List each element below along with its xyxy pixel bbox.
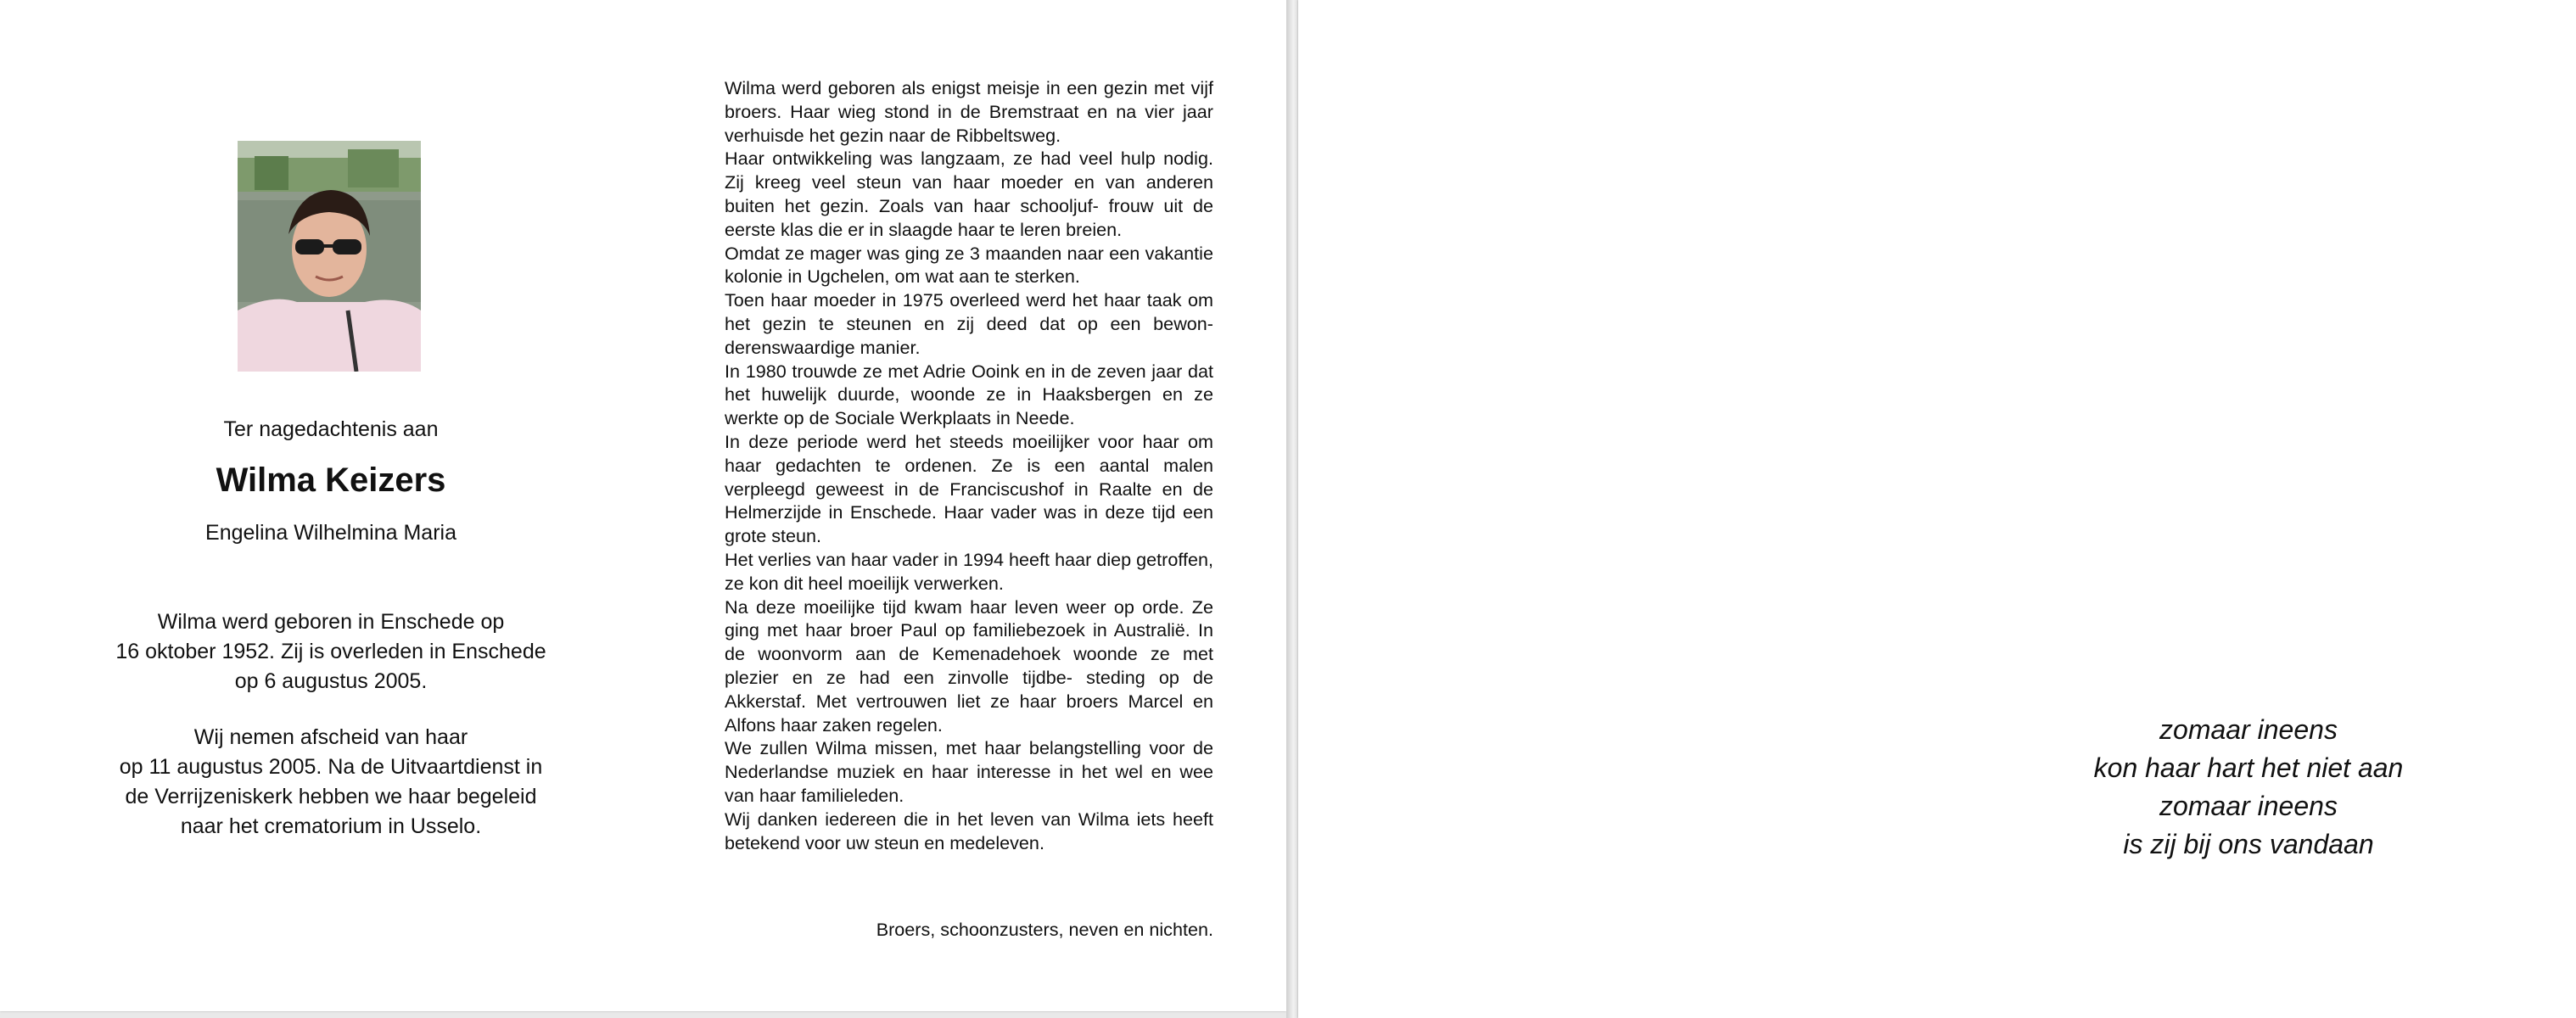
bio-paragraph: We zullen Wilma missen, met haar belangstelling voor de Nederlandse muziek en haar interesse in het wel en wee van haar familieleden. bbox=[725, 737, 1213, 806]
full-given-names: Engelina Wilhelmina Maria bbox=[205, 521, 456, 545]
farewell-text bbox=[51, 723, 611, 842]
inner-right-page bbox=[1298, 0, 2576, 1018]
poem-line: zomaar ineens bbox=[2159, 791, 2338, 821]
text-line: 16 oktober 1952. Zij is overleden in Enschede bbox=[115, 640, 546, 663]
text-line: op 11 augustus 2005. Na de Uitvaartdienst in bbox=[119, 755, 543, 779]
bio-paragraph: Haar ontwikkeling was langzaam, ze had veel hulp nodig. Zij kreeg veel steun van haar moeder en van anderen buiten het gezin. Zoals van haar schooljuf- frouw uit de eerste klas die er in slaagde haar te leren breien. bbox=[725, 148, 1213, 240]
bio-paragraph: In 1980 trouwde ze met Adrie Ooink en in de zeven jaar dat het huwelijk duurde, woonde ze in Haaksbergen en ze werkte op de Sociale Werkplaats in Neede. bbox=[725, 360, 1213, 429]
poem-line: is zij bij ons vandaan bbox=[2123, 829, 2374, 859]
poem-line: zomaar ineens bbox=[2159, 714, 2338, 745]
bio-paragraph: Wilma werd geboren als enigst meisje in een gezin met vijf broers. Haar wieg stond in de Bremstraat en na vier jaar verhuisde het gezin naar de Ribbeltsweg. bbox=[725, 77, 1213, 146]
bio-paragraph: Na deze moeilijke tijd kwam haar leven weer op orde. Ze ging met haar broer Paul op familiebezoek in Australië. In de woonvorm aan de Kemenadehoek woonde ze met plezier en ze had een zinvolle tijdbe- steding op de Akkerstaf. Met vertrouwen liet ze haar broers Marcel en Alfons haar zaken regelen. bbox=[725, 596, 1213, 736]
biography bbox=[725, 76, 1213, 854]
deceased-name: Wilma Keizers bbox=[216, 461, 446, 499]
bio-paragraph: Het verlies van haar vader in 1994 heeft haar diep getroffen, ze kon dit heel moeilijk verwerken. bbox=[725, 548, 1213, 594]
poem-line: kon haar hart het niet aan bbox=[2093, 752, 2404, 783]
text-line: naar het crematorium in Usselo. bbox=[180, 814, 482, 838]
text-line: de Verrijzeniskerk hebben we haar begeleid bbox=[125, 785, 537, 808]
text-line: Wij nemen afscheid van haar bbox=[193, 725, 468, 749]
dedication-intro: Ter nagedachtenis aan bbox=[223, 417, 439, 441]
birth-death-text bbox=[51, 607, 611, 696]
text-line: Wilma werd geboren in Enschede op bbox=[157, 610, 505, 634]
bio-paragraph: In deze periode werd het steeds moeilijker voor haar om haar gedachten te ordenen. Ze is een aantal malen verpleegd geweest in de Franciscushof in Raalte en de Helmerzijde in Enschede. Haar vader was in deze tijd een grote steun. bbox=[725, 430, 1213, 547]
bio-paragraph: Wij danken iedereen die in het leven van Wilma iets heeft betekend voor uw steun en medeleven. bbox=[725, 808, 1213, 853]
poem bbox=[1952, 711, 2545, 864]
bio-paragraph: Omdat ze mager was ging ze 3 maanden naar een vakantie kolonie in Ugchelen, om wat aan te sterken. bbox=[725, 242, 1213, 288]
text-line: op 6 augustus 2005. bbox=[234, 669, 428, 693]
portrait-photo bbox=[238, 141, 421, 372]
bio-paragraph: Toen haar moeder in 1975 overleed werd het haar taak om het gezin te steunen en zij deed dat op een bewon- derenswaardige manier. bbox=[725, 289, 1213, 358]
card-fold bbox=[1286, 0, 1298, 1018]
family-signature: Broers, schoonzusters, neven en nichten. bbox=[876, 919, 1213, 940]
